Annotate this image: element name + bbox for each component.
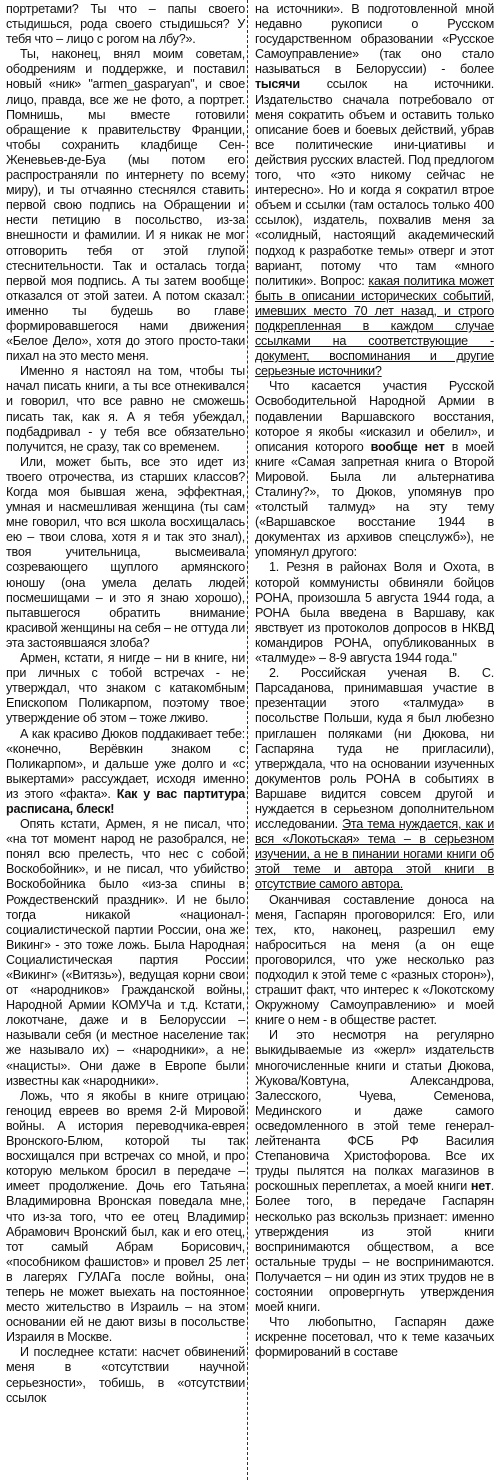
text-run: . Более того, в передаче Гаспарян несколько раз вскользь признает: именно утверждения из этой книги воспринимаются обществом, а все остальные труды – не воспринимаются. Получается – ни один из этих трудов не в состоянии опровергнуть утверждения моей книги. (255, 1179, 494, 1315)
text-run: тысячи (255, 77, 300, 92)
text-run: нет (470, 1179, 491, 1194)
paragraph (6, 1345, 245, 1405)
paragraph (6, 817, 245, 1089)
paragraph (6, 651, 245, 726)
paragraph (255, 560, 494, 666)
text-run: И это несмотря на регулярно выкидываемые из «жерл» издательств многочисленные книги и статьи Дюкова, Жукова/Ковтуна, Александрова, Залесского, Чуева, Семенова, Мединского и даже самого осведомленного в этой теме генерал-лейтенанта ФСБ РФ Василия Степановича Христофорова. Все их труды пылятся на полках магазинов в роскошных переплетах, а моей книги (255, 1028, 494, 1194)
text-run: Именно я настоял на том, чтобы ты начал писать книги, а ты все отнекивался и говорил, что все равно не сможешь писать так, как я. А я тебя убеждал, подбадривал - у тебя все обязательно получится, не сразу, так со временем. (6, 364, 245, 454)
paragraph (255, 1028, 494, 1315)
paragraph (6, 727, 245, 818)
text-run: Как у вас партитура расписана, блеск! (6, 786, 246, 816)
text-run: ссылок на источники. Издательство сначала потребовало от меня сократить объем и оставить только описание боев и боевых действий, убрав все политические ини-циативы и действия русских властей. Под предлогом того, что «это никому сейчас не интересно». Но и когда я сократил втрое объем и ссылки (там осталось только 400 ссылок), издатель, похвалив меня за «солидный, настоящий академический подход к разработке темы» отверг и этот вариант, потому что там «много политики». Вопрос: (255, 77, 494, 288)
text-run: А как красиво Дюков поддакивает тебе: «конечно, Верёвкин знаком с Поликарпом», и дальше уже долго и «с выкертами» рассуждает, исходя именно из этого «факта». (6, 726, 245, 801)
text-run: вообще нет (370, 439, 445, 454)
text-run: Ложь, что я якобы в книге отрицаю геноцид евреев во время 2-й Мировой войны. А история переводчика-еврея Вронского-Блюм, которой ты так восхищался при встречах со мной, и про которую мельком бросил в передаче – имеет продолжение. Дочь его Татьяна Владимировна Вронская поведала мне, что из-за того, что ее отец Владимир Абрамович Вронский был, как и его отец, тот самый Абрам Борисович, «пособником фашистов» и провел 25 лет в лагерях ГУЛАГа после войны, она теперь не может выехать на постоянное место жительство в Израиль – на этом основании ей не дают визы в посольстве Израиля в Москве. (6, 1088, 245, 1345)
column-divider (247, 0, 248, 1480)
paragraph (255, 893, 494, 1029)
text-run: Что касается участия Русской Освободительной Народной Армии в подавлении Варшавского восстания, которое я якобы «исказил и обелил», и описания которого (255, 379, 494, 454)
text-run: Что любопытно, Гаспарян даже искренне посетовал, что к теме казачьих формирований в составе (255, 1315, 494, 1360)
paragraph (255, 2, 494, 379)
text-run: Армен, кстати, я нигде – ни в книге, ни при личных с тобой встречах - не утверждал, что знаком с катакомбным Епископом Поликарпом, поэтому твое утверждение об этом – тоже лживо. (6, 651, 245, 726)
paragraph (6, 455, 245, 651)
text-run: И последнее кстати: насчет обвинений меня в «отсутствии научной серьезности», тобишь, в «отсутствии ссылок (6, 1345, 245, 1405)
text-run: портретами? Ты что – папы своего стыдишься, рода своего стыдишься? У тебя что – лицо с рогом на лбу?». (6, 2, 245, 47)
left-column (6, 2, 245, 1480)
paragraph (255, 666, 494, 892)
text-run: 2. Российская ученая В. С. Парсаданова, принимавшая участие в презентации этого «талмуда» в посольстве Польши, куда я был любезно приглашен поляками (ни Дюкова, ни Гаспаряна туда не пригласили), утверждала, что на основании изученных документов роль РОНА в событиях в Варшаве видится совсем другой и нуждается в серьезном дополнительном исследовании. (255, 666, 494, 832)
paragraph (6, 2, 245, 47)
text-run: Ты, наконец, внял моим советам, ободрениям и поддержке, и поставил новый «ник» "armen_gasparyan", и свое лицо, правда, все же не фото, а портрет. Помнишь, мы вместе готовили обращение к правительству Франции, чтобы сохранить кладбище Сен-Женевьев-де-Буа (мы потом его распространяли по интернету по всему миру), и ты отчаянно стеснялся ставить первой свою подпись на Обращении и нести петицию в посольство, из-за внешности и фамилии. И я никак не мог отговорить тебя от этой глупой стеснительности. Так и осталась тогда первой моя подпись. А ты затем вообще отказался от этой затеи. А потом сказал: именно ты будешь во главе формировавшегося нами движения «Белое Дело», хотя до этого просто-таки пихал на это место меня. (6, 47, 245, 364)
paragraph (6, 1089, 245, 1346)
paragraph (6, 47, 245, 364)
text-run: 1. Резня в районах Воля и Охота, в которой коммунисты обвиняли бойцов РОНА, произошла 5 августа 1944 года, а РОНА была введена в Варшаву, как явствует из протоколов допросов в НКВД командиров РОНА, опубликованных в «талмуде» – 8-9 августа 1944 года." (255, 560, 494, 666)
paragraph (255, 1315, 494, 1360)
paragraph (6, 364, 245, 455)
text-run: в моей книге «Самая запретная книга о Второй Мировой. Была ли альтернатива Сталину?», то Дюков, упомянув про «толстый талмуд» на эту тему («Варшавское восстание 1944 в документах из архивов спецслужб»), не упомянул другого: (255, 439, 495, 560)
paragraph (255, 379, 494, 560)
text-run: Оканчивая составление доноса на меня, Гаспарян проговорился: Его, или тех, кто, наконец, разрешил ему наброситься на меня (а он еще проговорился, что уже несколько раз подходил к этой теме с «разных сторон»), страшит факт, что интерес к «Локотскому Окружному Самоуправлению» и моей книге о нем - в обществе растет. (255, 892, 494, 1028)
text-run: какая политика может быть в описании исторических событий, имевших место 70 лет назад, и строго подкрепленная в каждом случае ссылками на соответствующие - документ, воспоминания и другие серьезные источники? (255, 273, 494, 379)
right-column (255, 2, 494, 1480)
text-run: на источники». В подготовленной мной недавно рукописи о Русском государственном образовании «Русское Самоуправление» (так оно стало называться в Белоруссии) - более (255, 2, 494, 77)
text-run: Опять кстати, Армен, я не писал, что «на тот момент народ не разобрался, не понял всю прелесть, что нес с собой Воскобойник», и не писал, что убийство Воскобойника было «из-за спины в Рождественский праздник». И не было тогда никакой «национал-социалистической партии России, она же Викинг» - это тоже ложь. Была Народная Социалистическая партия России «Викинг» («Витязь»), ведущая корни свои от «народников» Гражданской войны, Народной Армии КОМУЧа и т.д. Кстати, локотчане, даже и в Белоруссии – называли себя (и местное население так же называло их) – «народники», а не «нацисты». Они даже в Европе были известны как «народники». (6, 817, 245, 1088)
text-run: Эта тема нуждается, как и вся «Локотьская» тема – в серьезном изучении, а не в пинании ногами книги об этой теме и автора этой книги в отсутствие самого автора. (255, 817, 494, 892)
text-run: Или, может быть, все это идет из твоего отрочества, из старших классов? Когда моя бывшая жена, эффектная, умная и насмешливая женщина (ты сам мне говорил, что вся школа восхищалась ею – твои слова, хотя я и так это знал), твоя учительница, высмеивала созревающего щуплого армянского юношу (она умела делать людей посмешищами – и это я знаю хорошо), пытавшегося обратить внимание красивой женщины на себя – не оттуда ли эта застоявшаяся злоба? (6, 454, 245, 650)
